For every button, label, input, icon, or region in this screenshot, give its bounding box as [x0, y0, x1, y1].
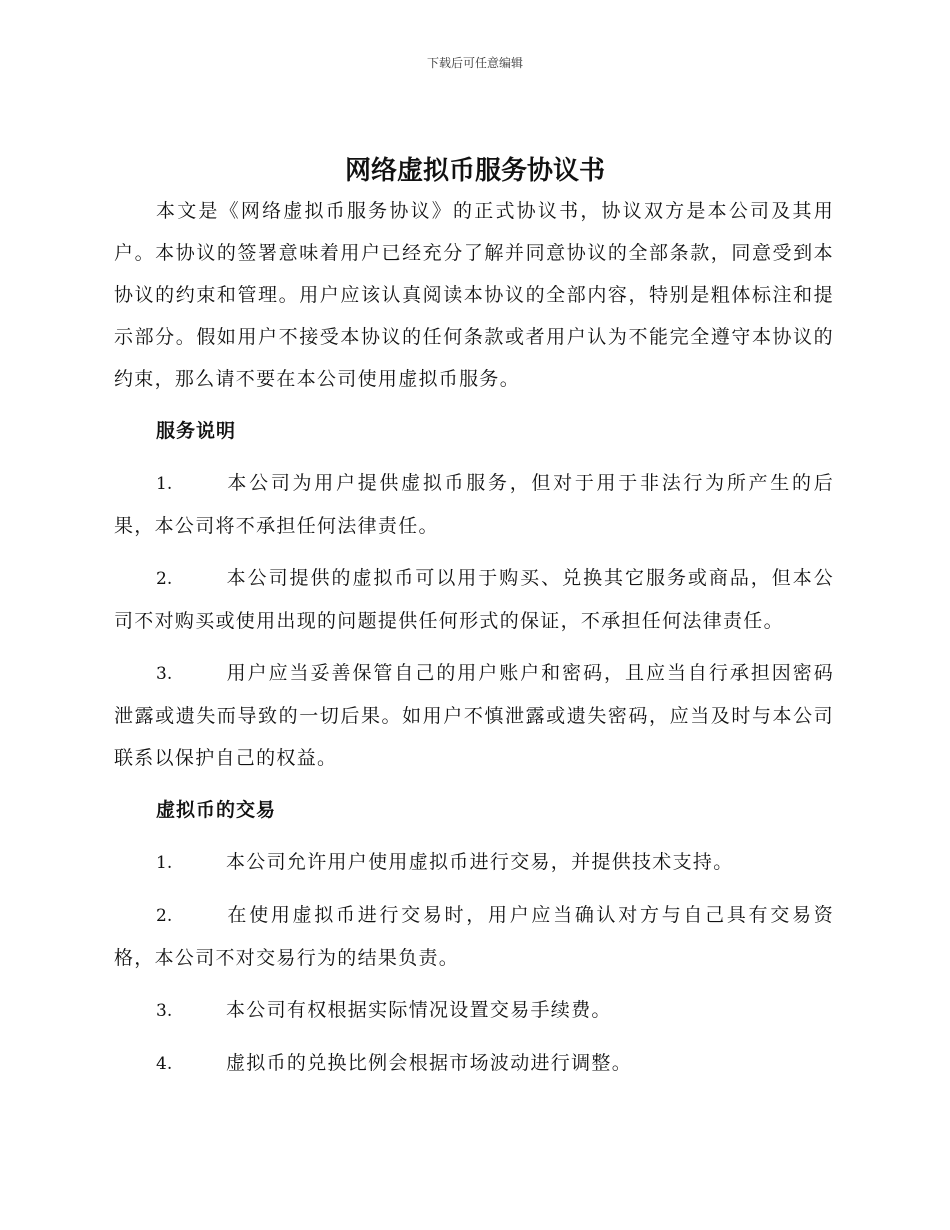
item-text: 本公司有权根据实际情况设置交易手续费。	[226, 999, 612, 1021]
item-text: 本公司提供的虚拟币可以用于购买、兑换其它服务或商品，但本公司不对购买或使用出现的问题提供任何形式的保证，不承担任何法律责任。	[114, 567, 834, 632]
list-item	[114, 557, 834, 642]
item-number: 1.	[156, 474, 173, 494]
item-number: 3.	[156, 664, 173, 684]
item-number: 2.	[156, 569, 173, 589]
section-service	[114, 410, 834, 779]
item-number: 2.	[156, 906, 173, 926]
item-text: 在使用虚拟币进行交易时，用户应当确认对方与自己具有交易资格，本公司不对交易行为的结果负责。	[114, 904, 834, 969]
item-number: 4.	[156, 1054, 173, 1074]
intro-paragraph: 本文是《网络虚拟币服务协议》的正式协议书，协议双方是本公司及其用户。本协议的签署意味着用户已经充分了解并同意协议的全部条款，同意受到本协议的约束和管理。用户应该认真阅读本协议的全部内容，特别是粗体标注和提示部分。假如用户不接受本协议的任何条款或者用户认为不能完全遵守本协议的约束，那么请不要在本公司使用虚拟币服务。	[114, 200, 834, 390]
item-number: 3.	[156, 1001, 173, 1021]
document-title: 网络虚拟币服务协议书	[344, 156, 605, 186]
list-item	[114, 989, 834, 1032]
document-body	[114, 190, 834, 1095]
header-note: 下载后可任意编辑	[426, 56, 523, 70]
item-text: 虚拟币的兑换比例会根据市场波动进行调整。	[226, 1052, 633, 1074]
section-heading: 服务说明	[156, 420, 237, 442]
item-text: 本公司为用户提供虚拟币服务，但对于用于非法行为所产生的后果，本公司将不承担任何法律责任。	[114, 472, 834, 537]
section-heading: 虚拟币的交易	[156, 799, 277, 821]
list-item	[114, 1042, 834, 1085]
item-number: 1.	[156, 853, 173, 873]
item-text: 本公司允许用户使用虚拟币进行交易，并提供技术支持。	[226, 851, 734, 873]
list-item	[114, 894, 834, 979]
list-item	[114, 652, 834, 779]
item-text: 用户应当妥善保管自己的用户账户和密码，且应当自行承担因密码泄露或遗失而导致的一切后果。如用户不慎泄露或遗失密码，应当及时与本公司联系以保护自己的权益。	[114, 662, 834, 769]
list-item	[114, 841, 834, 884]
list-item	[114, 462, 834, 547]
section-trading	[114, 789, 834, 1085]
